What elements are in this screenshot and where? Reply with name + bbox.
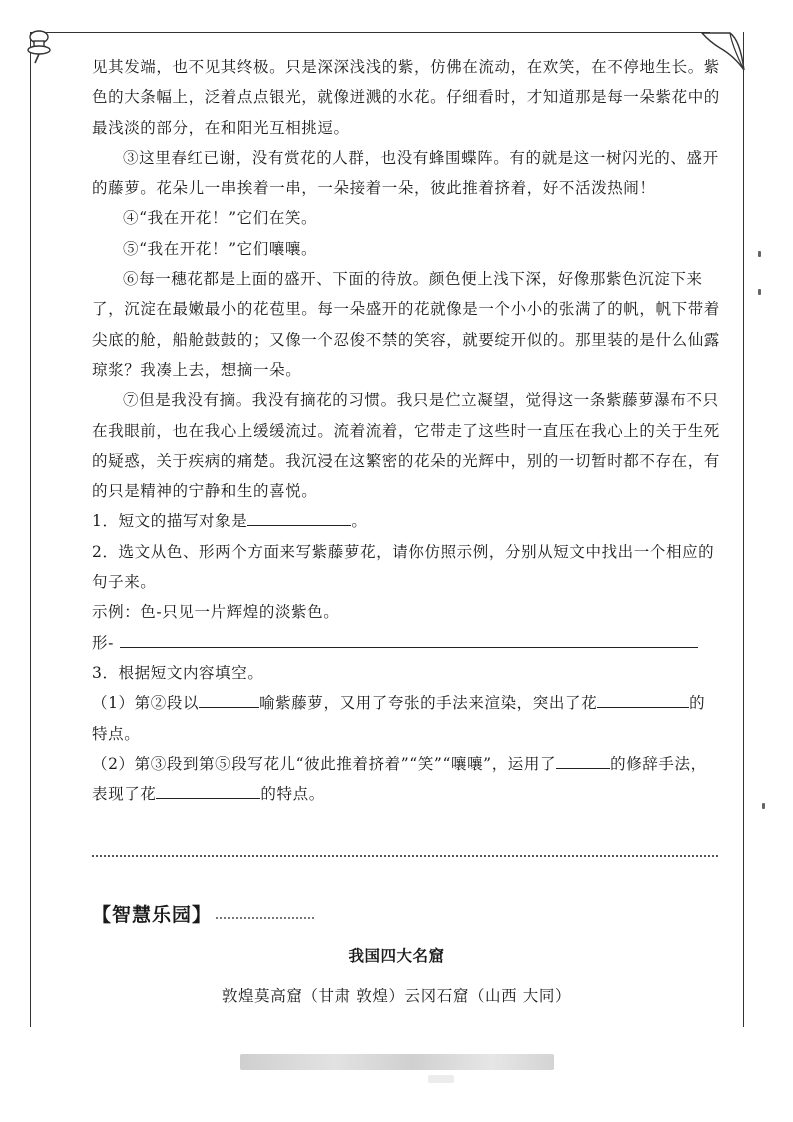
paragraph-intro: 见其发端，也不见其终极。只是深深浅浅的紫，仿佛在流动，在欢笑，在不停地生长。紫色的大条幅上，泛着点点银光，就像迸溅的水花。仔细看时，才知道那是每一朵紫花中的最浅淡的部分，在和阳光互相挑逗。: [92, 58, 720, 137]
paragraph-7: ⑦但是我没有摘。我没有摘花的习惯。我只是伫立凝望，觉得这一条紫藤萝瀑布不只在我眼前，也在我心上缓缓流过。流着流着，它带走了这些时一直压在我心上的关于生死的疑惑，关于疾病的痛楚。我沉浸在这繁密的花朵的光辉中，别的一切暂时都不存在，有的只是精神的宁静和生的喜悦。: [92, 391, 720, 501]
answer-blank-3-2-b[interactable]: [156, 783, 260, 800]
question-2-shape: [92, 628, 720, 658]
question-2: 2．选文从色、形两个方面来写紫藤萝花，请你仿照示例，分别从短文中找出一个相应的句子来。: [92, 542, 715, 592]
answer-blank-2[interactable]: [120, 631, 698, 648]
page-top-border: [30, 32, 710, 33]
answer-blank-3-1-a[interactable]: [199, 692, 259, 709]
answer-blank-3-2-a[interactable]: [556, 752, 610, 769]
reading-passage: [92, 52, 720, 809]
question-1: [92, 506, 720, 536]
question-3-2-text-b: 的修辞手法，表现了花: [92, 754, 707, 804]
answer-blank-1[interactable]: [247, 510, 351, 527]
question-3-2: [92, 749, 720, 810]
scan-mark: [762, 803, 765, 809]
section-subtitle: 我国四大名窟: [348, 946, 445, 965]
paragraph-5: ⑤“我在开花！”它们嚷嚷。: [123, 239, 318, 258]
question-3-1-text-a: （1）第②段以: [92, 694, 200, 713]
question-3-2-text-c: 的特点。: [260, 785, 325, 804]
pushpin-icon: [22, 28, 56, 64]
scan-mark: [758, 251, 761, 257]
question-3-2-text-a: （2）第③段到第⑤段写花儿“彼此推着挤着”“笑”“嚷嚷”，运用了: [92, 754, 557, 773]
paragraph-6: ⑥每一穗花都是上面的盛开、下面的待放。颜色便上浅下深，好像那紫色沉淀下来了，沉淀在最嫩最小的花苞里。每一朵盛开的花就像是一个小小的张满了的帆，帆下带着尖底的舱，船舱鼓鼓的；又像一个忍俊不禁的笑容，就要绽开似的。那里装的是什么仙露琼浆？我凑上去，想摘一朵。: [92, 270, 720, 379]
question-2-example: 示例：色-只见一片辉煌的淡紫色。: [92, 603, 340, 622]
section-title: 【智慧乐园】: [92, 904, 213, 926]
blurred-footer: [240, 1054, 554, 1070]
caves-line: 敦煌莫高窟（甘肃 敦煌）云冈石窟（山西 大同）: [221, 987, 572, 1005]
paragraph-3: ③这里春红已谢，没有赏花的人群，也没有蜂围蝶阵。有的就是这一树闪光的、盛开的藤萝。花朵儿一串挨着一串，一朵接着一朵，彼此推着挤着，好不活泼热闹！: [92, 148, 719, 198]
question-3-1-text-b: 喻紫藤萝，又用了夸张的手法来渲染，突出了花: [259, 694, 598, 713]
question-2-shape-label: 形-: [92, 633, 114, 652]
blurred-footer-mark: [428, 1075, 454, 1083]
section-header: [92, 900, 314, 927]
scan-mark: [758, 289, 761, 295]
question-3-1-text-c: 的特点。: [92, 694, 706, 743]
paragraph-4: ④“我在开花！”它们在笑。: [123, 209, 318, 228]
answer-blank-3-1-b[interactable]: [597, 692, 689, 709]
question-1-text: 1．短文的描写对象是: [92, 512, 248, 531]
question-3-1: [92, 688, 720, 749]
section-divider: [92, 855, 718, 857]
section-title-dots: [216, 917, 314, 919]
question-1-suffix: 。: [351, 512, 368, 531]
question-3: 3．根据短文内容填空。: [92, 663, 264, 682]
